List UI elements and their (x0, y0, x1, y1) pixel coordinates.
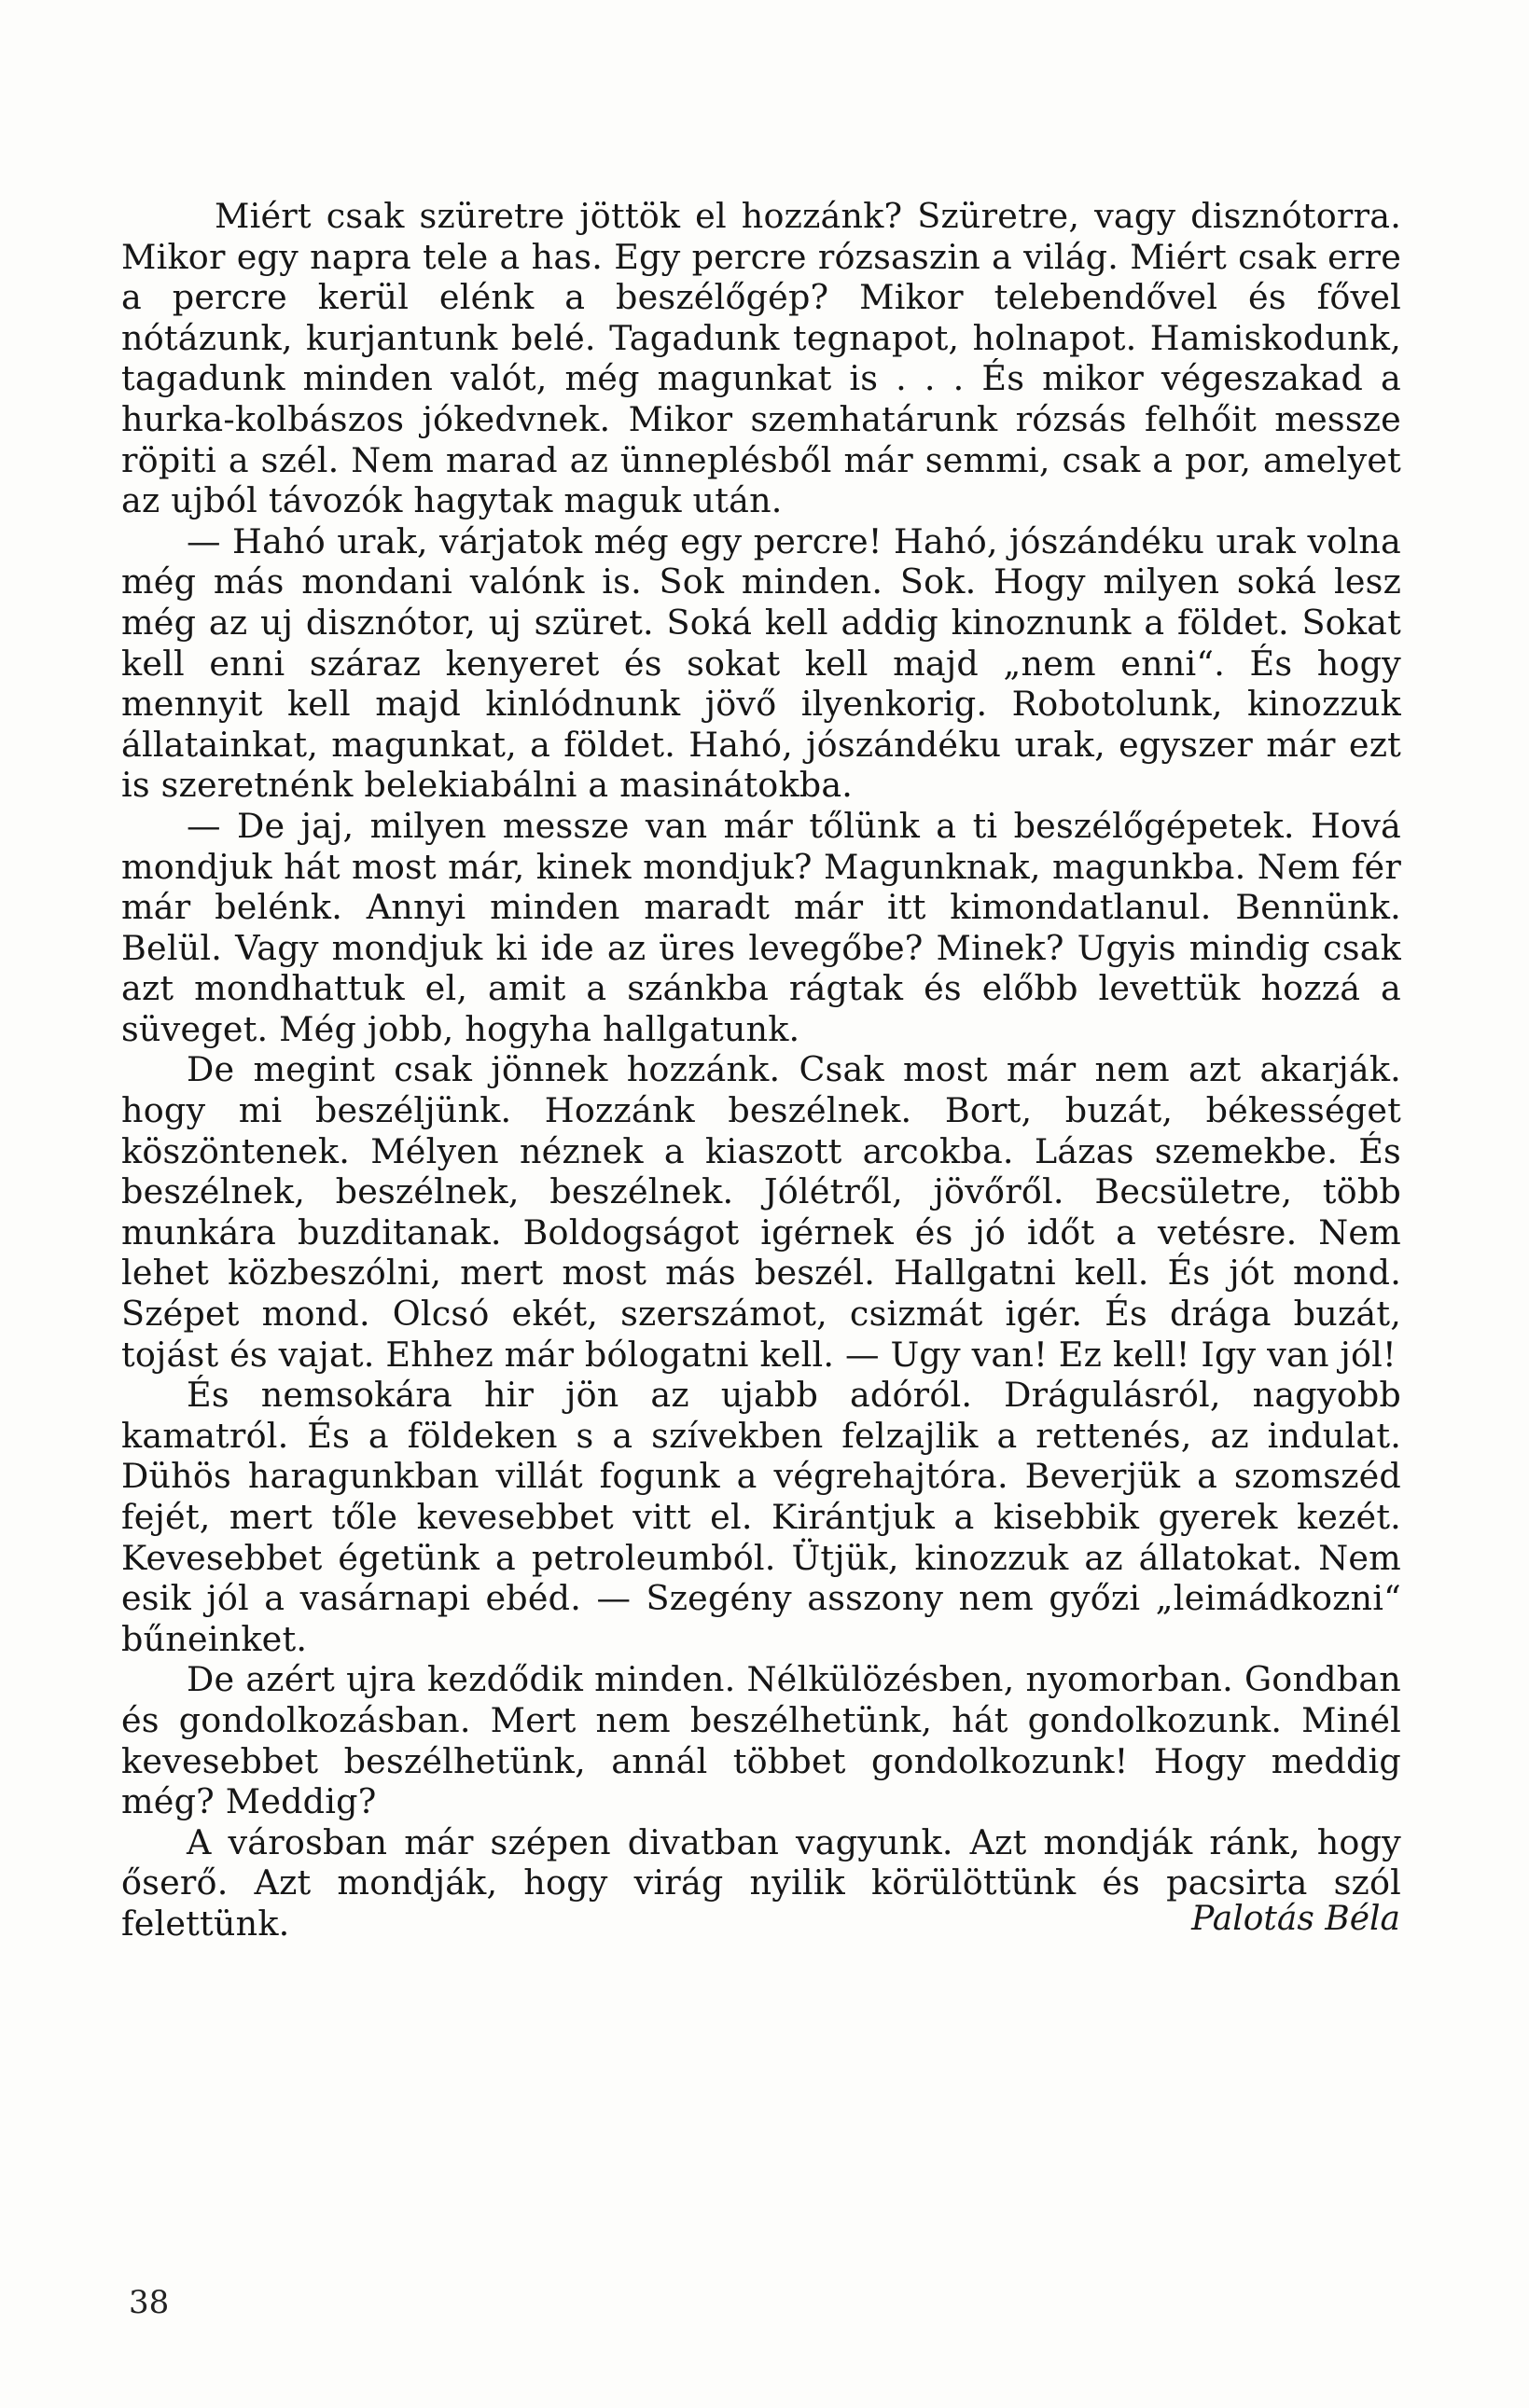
paragraph-6: De azért ujra kezdődik minden. Nélkülözésben, nyomorban. Gondban és gondolkozásban. Mert nem beszélhetünk, hát gondolkozunk. Minél kevesebbet beszélhetünk, annál többet gondolkozunk! Hogy meddig még? Meddig? (121, 1659, 1401, 1822)
article-body (121, 196, 1401, 1944)
author-signature: Palotás Béla (1191, 1900, 1400, 1938)
paragraph-7: A városban már szépen divatban vagyunk. Azt mondják ránk, hogy őserő. Azt mondják, hogy virág nyilik körülöttünk és pacsirta szól felettünk. (121, 1821, 1401, 1944)
paragraph-4: De megint csak jönnek hozzánk. Csak most már nem azt akarják. hogy mi beszéljünk. Hozzánk beszélnek. Bort, buzát, békességet köszöntenek. Mélyen néznek a kiaszott arcokba. Lázas szemekbe. És beszélnek, beszélnek, beszélnek. Jólétről, jövőről. Becsületre, több munkára buzditanak. Boldogságot igérnek és jó időt a vetésre. Nem lehet közbeszólni, mert most más beszél. Hallgatni kell. És jót mond. Szépet mond. Olcsó ekét, szerszámot, csizmát igér. És drága buzát, tojást és vajat. Ehhez már bólogatni kell. — Ugy van! Ez kell! Igy van jól! (121, 1049, 1401, 1375)
paragraph-3: — De jaj, milyen messze van már tőlünk a ti beszélőgépetek. Hová mondjuk hát most már, kinek mondjuk? Magunknak, magunkba. Nem fér már belénk. Annyi minden maradt már itt kimondatlanul. Bennünk. Belül. Vagy mondjuk ki ide az üres levegőbe? Minek? Ugyis mindig csak azt mondhattuk el, amit a szánkba rágtak és előbb levettük hozzá a süveget. Még jobb, hogyha hallgatunk. (121, 805, 1401, 1049)
paragraph-1: Miért csak szüretre jöttök el hozzánk? Szüretre, vagy disznótorra. Mikor egy napra tele a has. Egy percre rózsaszin a világ. Miért csak erre a percre kerül elénk a beszélőgép? Mikor telebendővel és fővel nótázunk, kurjantunk belé. Tagadunk tegnapot, holnapot. Hamiskodunk, tagadunk minden valót, még magunkat is . . . És mikor végeszakad a hurka-kolbászos jókedvnek. Mikor szemhatárunk rózsás felhőit messze röpiti a szél. Nem marad az ünneplésből már semmi, csak a por, amelyet az ujból távozók hagytak maguk után. (121, 196, 1401, 521)
paragraph-5: És nemsokára hir jön az ujabb adóról. Drágulásról, nagyobb kamatról. És a földeken s a szívekben felzajlik a rettenés, az indulat. Dühös haragunkban villát fogunk a végrehajtóra. Beverjük a szomszéd fejét, mert tőle kevesebbet vitt el. Kirántjuk a kisebbik gyerek kezét. Kevesebbet égetünk a petroleumból. Ütjük, kinozzuk az állatokat. Nem esik jól a vasárnapi ebéd. — Szegény asszony nem győzi „leimádkozni“ bűneinket. (121, 1375, 1401, 1659)
paragraph-2: — Hahó urak, várjatok még egy percre! Hahó, jószándéku urak volna még más mondani valónk is. Sok minden. Sok. Hogy milyen soká lesz még az uj disznótor, uj szüret. Soká kell addig kinoznunk a földet. Sokat kell enni száraz kenyeret és sokat kell majd „nem enni“. És hogy mennyit kell majd kinlódnunk jövő ilyenkorig. Robotolunk, kinozzuk állatainkat, magunkat, a földet. Hahó, jószándéku urak, egyszer már ezt is szeretnénk belekiabálni a masinátokba. (121, 520, 1401, 806)
page-number: 38 (129, 2284, 170, 2321)
